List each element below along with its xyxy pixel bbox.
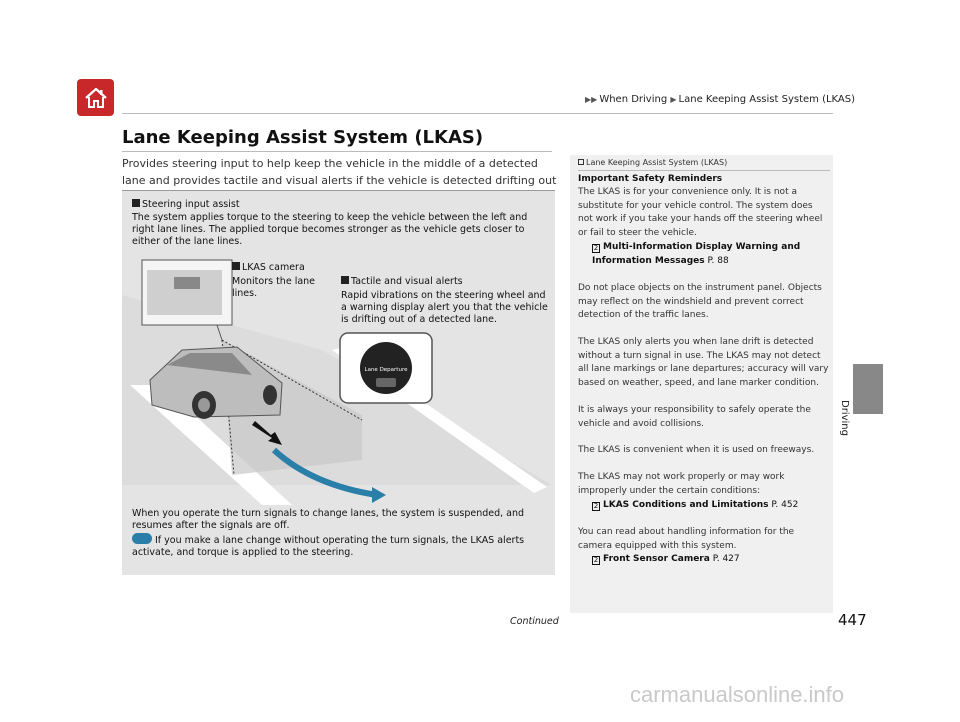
paragraph-freeways: The LKAS is convenient when it is used on freeways.	[578, 445, 815, 455]
ref-lkas-conditions[interactable]: 2 LKAS Conditions and Limitations P. 452	[593, 500, 799, 510]
lane-change-text: If you make a lane change without operating the turn signals, the LKAS alerts activate, and torque is applied to the steering.	[132, 535, 525, 558]
home-button[interactable]	[77, 79, 114, 116]
sidebar-heading: Lane Keeping Assist System (LKAS)	[578, 158, 727, 167]
paragraph-responsibility: It is always your responsibility to safely operate the vehicle and avoid collisions.	[578, 405, 811, 429]
camera-title: LKAS camera	[232, 262, 305, 274]
warning-icon	[132, 533, 152, 544]
page-number: 447	[838, 611, 867, 629]
watermark: carmanualsonline.info	[630, 682, 845, 707]
intro-text: Provides steering input to help keep the vehicle in the middle of a detected lane and provides tactile and visual alerts if the vehicle is detected drifting out	[122, 157, 557, 187]
ref-multi-info-display[interactable]: 2 Multi-Information Display Warning and Information Messages P. 88	[592, 242, 801, 266]
breadcrumb-item-lkas[interactable]: Lane Keeping Assist System (LKAS)	[678, 94, 856, 105]
alerts-text: Rapid vibrations on the steering wheel and a warning display alert you that the vehicle is drifting out of a detected lane.	[341, 290, 548, 325]
camera-text: Monitors the lane lines.	[232, 276, 316, 299]
paragraph-conditions: The LKAS may not work properly or may work improperly under the certain conditions:	[578, 472, 785, 496]
paragraph-instrument-panel: Do not place objects on the instrument panel. Objects may reflect on the windshield and prevent correct detection of the traffic lanes.	[578, 283, 822, 320]
alerts-title: Tactile and visual alerts	[341, 276, 463, 288]
paragraph-lane-drift: The LKAS only alerts you when lane drift is detected without a turn signal in use. The LKAS may not detect all lane markings or lane departures; accuracy will vary based on weather, speed, and lane marker condition.	[578, 337, 829, 388]
sidebar-divider	[578, 170, 830, 171]
page-title: Lane Keeping Assist System (LKAS)	[122, 127, 484, 148]
title-divider	[122, 151, 552, 152]
steering-assist-text: The system applies torque to the steering to keep the vehicle between the left and right lane lines. The applied torque becomes stronger as the vehicle gets closer to either of the lane lines.	[132, 212, 528, 247]
paragraph-camera: You can read about handling information for the camera equipped with this system.	[578, 527, 795, 551]
steering-assist-title: Steering input assist	[132, 199, 552, 211]
breadcrumb-item-when-driving[interactable]: When Driving	[599, 94, 668, 105]
ref-front-sensor-camera[interactable]: 2 Front Sensor Camera P. 427	[593, 554, 740, 564]
continued-label: Continued	[510, 616, 559, 627]
section-tab-label: Driving	[839, 400, 850, 436]
section-tab[interactable]	[853, 364, 883, 414]
safety-title: Important Safety Reminders	[578, 174, 723, 184]
home-icon	[83, 86, 109, 110]
turn-signal-text: When you operate the turn signals to change lanes, the system is suspended, and resumes after the signals are off.	[132, 508, 525, 531]
safety-text: The LKAS is for your convenience only. It is not a substitute for your vehicle control. The system does not work if you take your hands off the steering wheel or fail to steer the vehicle.	[578, 187, 823, 238]
header-divider	[122, 113, 833, 114]
breadcrumb: ▶▶ When Driving ▶ Lane Keeping Assist System (LKAS)	[585, 94, 856, 105]
lane-departure-display: Lane Departure	[364, 367, 408, 373]
